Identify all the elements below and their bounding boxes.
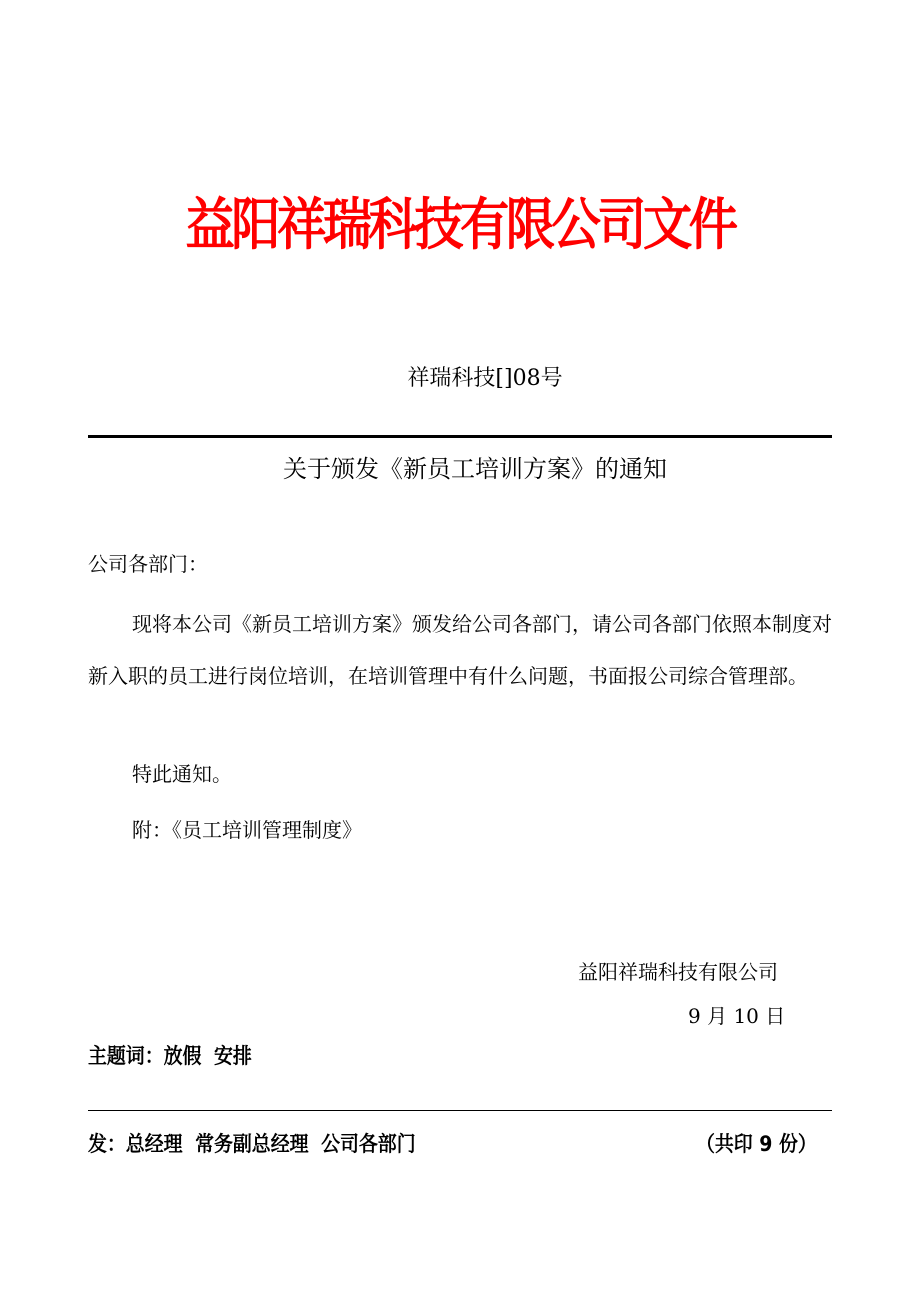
notice-title: 关于颁发《新员工培训方案》的通知 xyxy=(283,455,667,483)
notice-body xyxy=(88,598,832,702)
document-header-title: 益阳祥瑞科技有限公司文件 xyxy=(185,193,735,258)
salutation: 公司各部门： xyxy=(88,552,208,576)
recipient: 总经理 xyxy=(125,1132,183,1156)
keyword: 安排 xyxy=(214,1044,252,1068)
distribution-line xyxy=(88,1128,416,1160)
attachment-line: 附：《员工培训管理制度》 xyxy=(132,818,362,842)
keyword: 放假 xyxy=(163,1044,202,1068)
distribution-label: 发： xyxy=(88,1132,126,1156)
copies-count: （共印 9 份） xyxy=(696,1132,817,1156)
footer-divider xyxy=(88,1110,832,1111)
document-number: 祥瑞科技[]08号 xyxy=(407,366,563,391)
recipient: 公司各部门 xyxy=(321,1132,416,1156)
keywords-line xyxy=(88,1040,252,1072)
signature-date: 9 月 10 日 xyxy=(688,1004,786,1028)
keywords-label: 主题词： xyxy=(88,1044,164,1068)
notice-body-text: 现将本公司《新员工培训方案》颁发给公司各部门，请公司各部门依照本制度对新入职的员工进行岗位培训，在培训管理中有什么问题，书面报公司综合管理部。 xyxy=(88,612,832,688)
closing-line: 特此通知。 xyxy=(132,762,232,786)
signer-company: 益阳祥瑞科技有限公司 xyxy=(578,960,778,984)
recipient: 常务副总经理 xyxy=(195,1132,309,1156)
header-divider xyxy=(88,435,832,438)
